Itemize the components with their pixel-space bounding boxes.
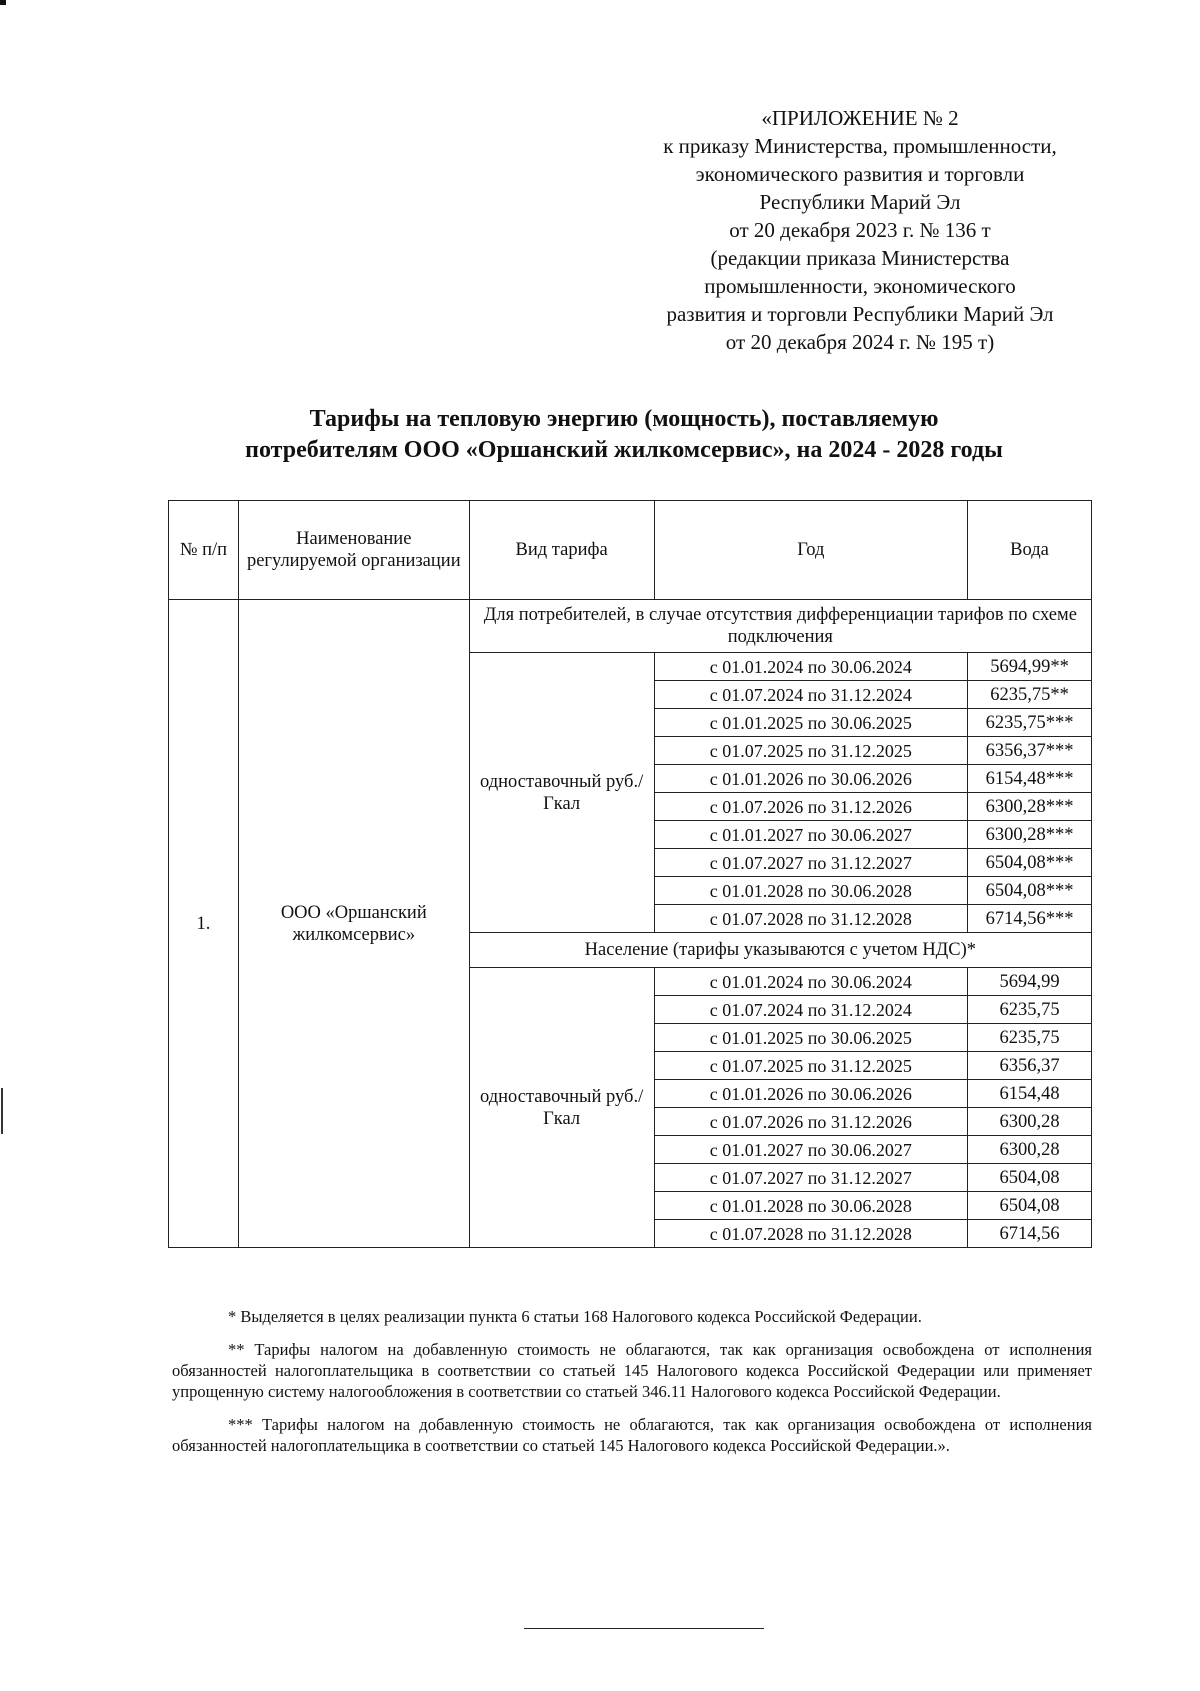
header-line: промышленности, экономического xyxy=(704,274,1016,298)
period-cell: с 01.07.2026 по 31.12.2026 xyxy=(654,1108,967,1136)
scan-corner-mark xyxy=(0,0,6,5)
table-header-row xyxy=(169,501,1092,600)
tariff-value-cell: 6504,08 xyxy=(968,1164,1092,1192)
section-2-tariff-type: одноставочный руб./Гкал xyxy=(469,968,654,1248)
footnote-3: *** Тарифы налогом на добавленную стоимость не облагаются, так как организация освобождена от исполнения обязанностей налогоплательщика в соответствии со статьей 145 Налогового кодекса Российской Федерации.». xyxy=(172,1415,1092,1455)
footnotes xyxy=(172,1306,1092,1468)
header-line: «ПРИЛОЖЕНИЕ № 2 xyxy=(761,106,959,130)
tariff-value-cell: 6504,08*** xyxy=(968,849,1092,877)
header-water: Вода xyxy=(968,501,1092,600)
period-cell: с 01.07.2024 по 31.12.2024 xyxy=(654,996,967,1024)
header-org: Наименование регулируемой организации xyxy=(238,501,469,600)
section-1-tariff-type: одноставочный руб./Гкал xyxy=(469,653,654,933)
closing-line xyxy=(524,1628,764,1629)
tariff-value-cell: 6235,75*** xyxy=(968,709,1092,737)
period-cell: с 01.01.2027 по 30.06.2027 xyxy=(654,821,967,849)
period-cell: с 01.01.2024 по 30.06.2024 xyxy=(654,968,967,996)
period-cell: с 01.01.2027 по 30.06.2027 xyxy=(654,1136,967,1164)
tariff-value-cell: 6300,28 xyxy=(968,1136,1092,1164)
tariff-value-cell: 6235,75** xyxy=(968,681,1092,709)
section-1-title-row xyxy=(169,600,1092,653)
period-cell: с 01.01.2028 по 30.06.2028 xyxy=(654,877,967,905)
period-cell: с 01.01.2024 по 30.06.2024 xyxy=(654,653,967,681)
period-cell: с 01.07.2025 по 31.12.2025 xyxy=(654,1052,967,1080)
tariff-value-cell: 6154,48 xyxy=(968,1080,1092,1108)
period-cell: с 01.01.2025 по 30.06.2025 xyxy=(654,709,967,737)
header-num: № п/п xyxy=(169,501,239,600)
period-cell: с 01.07.2027 по 31.12.2027 xyxy=(654,849,967,877)
period-cell: с 01.01.2028 по 30.06.2028 xyxy=(654,1192,967,1220)
tariff-value-cell: 5694,99 xyxy=(968,968,1092,996)
period-cell: с 01.07.2026 по 31.12.2026 xyxy=(654,793,967,821)
tariff-value-cell: 6504,08 xyxy=(968,1192,1092,1220)
header-line: к приказу Министерства, промышленности, xyxy=(663,134,1057,158)
period-cell: с 01.01.2026 по 30.06.2026 xyxy=(654,1080,967,1108)
period-cell: с 01.07.2024 по 31.12.2024 xyxy=(654,681,967,709)
scan-edge-mark xyxy=(1,1088,3,1134)
header-year: Год xyxy=(654,501,967,600)
header-line: экономического развития и торговли xyxy=(695,162,1025,186)
period-cell: с 01.01.2026 по 30.06.2026 xyxy=(654,765,967,793)
period-cell: с 01.01.2025 по 30.06.2025 xyxy=(654,1024,967,1052)
organization-name: ООО «Оршанский жилкомсервис» xyxy=(238,600,469,1248)
tariff-value-cell: 6356,37 xyxy=(968,1052,1092,1080)
tariff-value-cell: 6300,28*** xyxy=(968,821,1092,849)
row-number: 1. xyxy=(169,600,239,1248)
title-line-1: Тарифы на тепловую энергию (мощность), поставляемую xyxy=(309,406,939,432)
tariff-value-cell: 6714,56*** xyxy=(968,905,1092,933)
tariff-value-cell: 6235,75 xyxy=(968,1024,1092,1052)
period-cell: с 01.07.2028 по 31.12.2028 xyxy=(654,1220,967,1248)
footnote-1: * Выделяется в целях реализации пункта 6 статьи 168 Налогового кодекса Российской Федерации. xyxy=(228,1307,922,1326)
period-cell: с 01.07.2028 по 31.12.2028 xyxy=(654,905,967,933)
appendix-header xyxy=(620,104,1100,356)
tariff-value-cell: 6154,48*** xyxy=(968,765,1092,793)
header-type: Вид тарифа xyxy=(469,501,654,600)
tariff-value-cell: 5694,99** xyxy=(968,653,1092,681)
footnote-2: ** Тарифы налогом на добавленную стоимость не облагаются, так как организация освобождена от исполнения обязанностей налогоплательщика в соответствии со статьей 145 Налогового кодекса Российской Федерации или применяет упрощенную систему налогообложения в соответствии со статьей 346.11 Налогового кодекса Российской Федерации. xyxy=(172,1340,1092,1401)
period-cell: с 01.07.2027 по 31.12.2027 xyxy=(654,1164,967,1192)
section-2-title: Население (тарифы указываются с учетом НДС)* xyxy=(469,933,1091,968)
document-title xyxy=(160,404,1088,466)
header-line: от 20 декабря 2023 г. № 136 т xyxy=(729,218,991,242)
tariff-value-cell: 6235,75 xyxy=(968,996,1092,1024)
header-line: Республики Марий Эл xyxy=(759,190,961,214)
period-cell: с 01.07.2025 по 31.12.2025 xyxy=(654,737,967,765)
tariff-value-cell: 6504,08*** xyxy=(968,877,1092,905)
tariff-value-cell: 6300,28*** xyxy=(968,793,1092,821)
section-1-title: Для потребителей, в случае отсутствия дифференциации тарифов по схеме подключения xyxy=(469,600,1091,653)
tariff-value-cell: 6714,56 xyxy=(968,1220,1092,1248)
title-line-2: потребителям ООО «Оршанский жилкомсервис», на 2024 - 2028 годы xyxy=(245,437,1003,463)
tariff-value-cell: 6356,37*** xyxy=(968,737,1092,765)
tariff-value-cell: 6300,28 xyxy=(968,1108,1092,1136)
header-line: развития и торговли Республики Марий Эл xyxy=(666,302,1054,326)
header-line: (редакции приказа Министерства xyxy=(710,246,1010,270)
tariff-table xyxy=(168,500,1092,1248)
header-line: от 20 декабря 2024 г. № 195 т) xyxy=(725,330,995,354)
